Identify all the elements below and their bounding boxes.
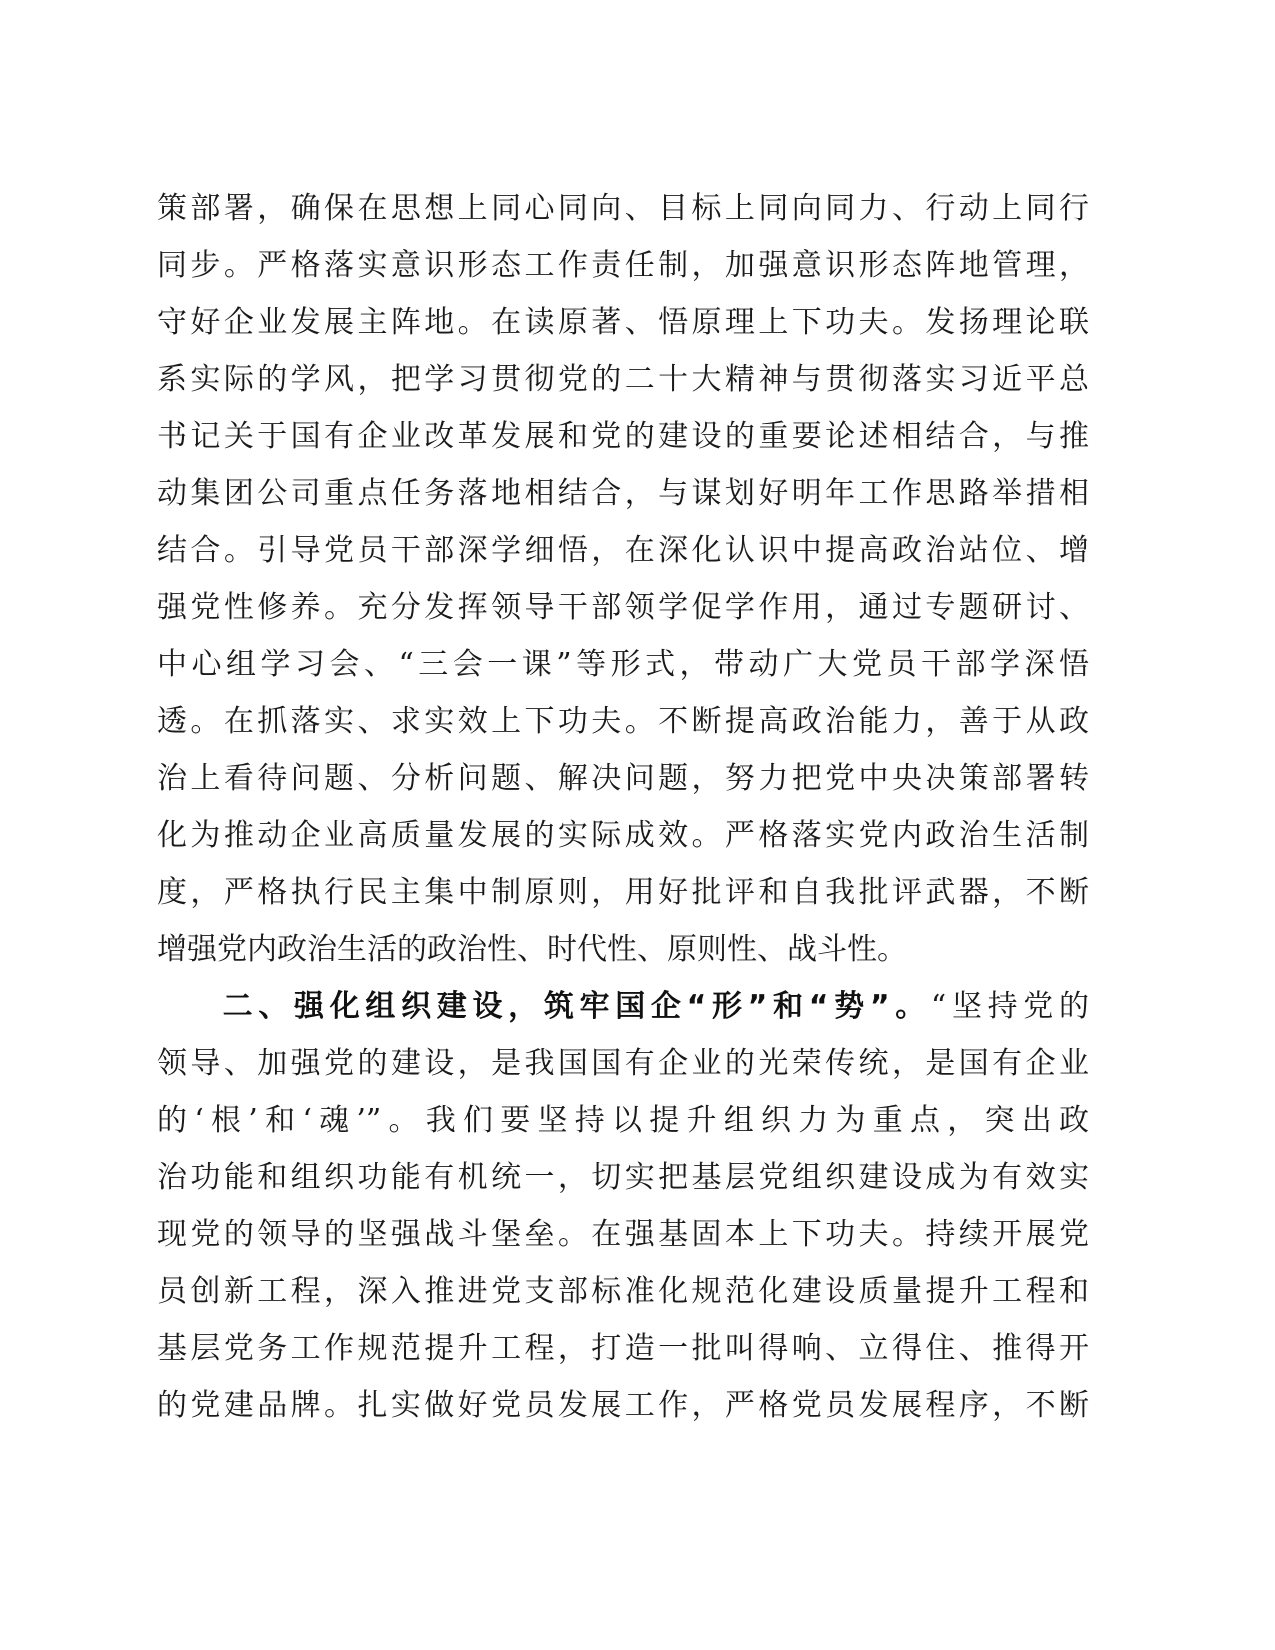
text-line: 强党性修养。充分发挥领导干部领学促学作用，通过专题研讨、 — [157, 590, 1089, 625]
heading-line-text: “坚持党的 — [930, 989, 1089, 1024]
text-line: 增强党内政治生活的政治性、时代性、原则性、战斗性。 — [157, 932, 907, 967]
text-line: 透。在抓落实、求实效上下功夫。不断提高政治能力，善于从政 — [157, 704, 1089, 739]
paragraph-1 — [157, 180, 1089, 978]
text-line: 策部署，确保在思想上同心同向、目标上同向同力、行动上同行 — [157, 191, 1089, 226]
text-line: 度，严格执行民主集中制原则，用好批评和自我批评武器，不断 — [157, 875, 1089, 910]
text-line: 治功能和组织功能有机统一，切实把基层党组织建设成为有效实 — [157, 1160, 1089, 1195]
text-line: 书记关于国有企业改革发展和党的建设的重要论述相结合，与推 — [157, 419, 1089, 454]
text-line: 治上看待问题、分析问题、解决问题，努力把党中央决策部署转 — [157, 761, 1089, 796]
text-line: 同步。严格落实意识形态工作责任制，加强意识形态阵地管理， — [157, 248, 1089, 283]
text-line: 基层党务工作规范提升工程，打造一批叫得响、立得住、推得开 — [157, 1331, 1089, 1366]
text-line: 领导、加强党的建设，是我国国有企业的光荣传统，是国有企业 — [157, 1046, 1089, 1081]
section-heading: 二、强化组织建设，筑牢国企“形”和“势”。 — [217, 989, 931, 1024]
text-line: 动集团公司重点任务落地相结合，与谋划好明年工作思路举措相 — [157, 476, 1089, 511]
text-line: 化为推动企业高质量发展的实际成效。严格落实党内政治生活制 — [157, 818, 1089, 853]
paragraph-2 — [157, 978, 1089, 1434]
text-line: 中心组学习会、“三会一课”等形式，带动广大党员干部学深悟 — [157, 647, 1089, 682]
section-heading-line — [157, 978, 1089, 1035]
text-line: 系实际的学风，把学习贯彻党的二十大精神与贯彻落实习近平总 — [157, 362, 1089, 397]
text-line: 结合。引导党员干部深学细悟，在深化认识中提高政治站位、增 — [157, 533, 1089, 568]
text-line: 守好企业发展主阵地。在读原著、悟原理上下功夫。发扬理论联 — [157, 305, 1089, 340]
text-line: 的‘根’和‘魂’”。我们要坚持以提升组织力为重点，突出政 — [157, 1103, 1089, 1138]
text-line: 现党的领导的坚强战斗堡垒。在强基固本上下功夫。持续开展党 — [157, 1217, 1089, 1252]
body-text — [157, 180, 1089, 1434]
text-line: 的党建品牌。扎实做好党员发展工作，严格党员发展程序，不断 — [157, 1388, 1089, 1423]
text-line: 员创新工程，深入推进党支部标准化规范化建设质量提升工程和 — [157, 1274, 1089, 1309]
